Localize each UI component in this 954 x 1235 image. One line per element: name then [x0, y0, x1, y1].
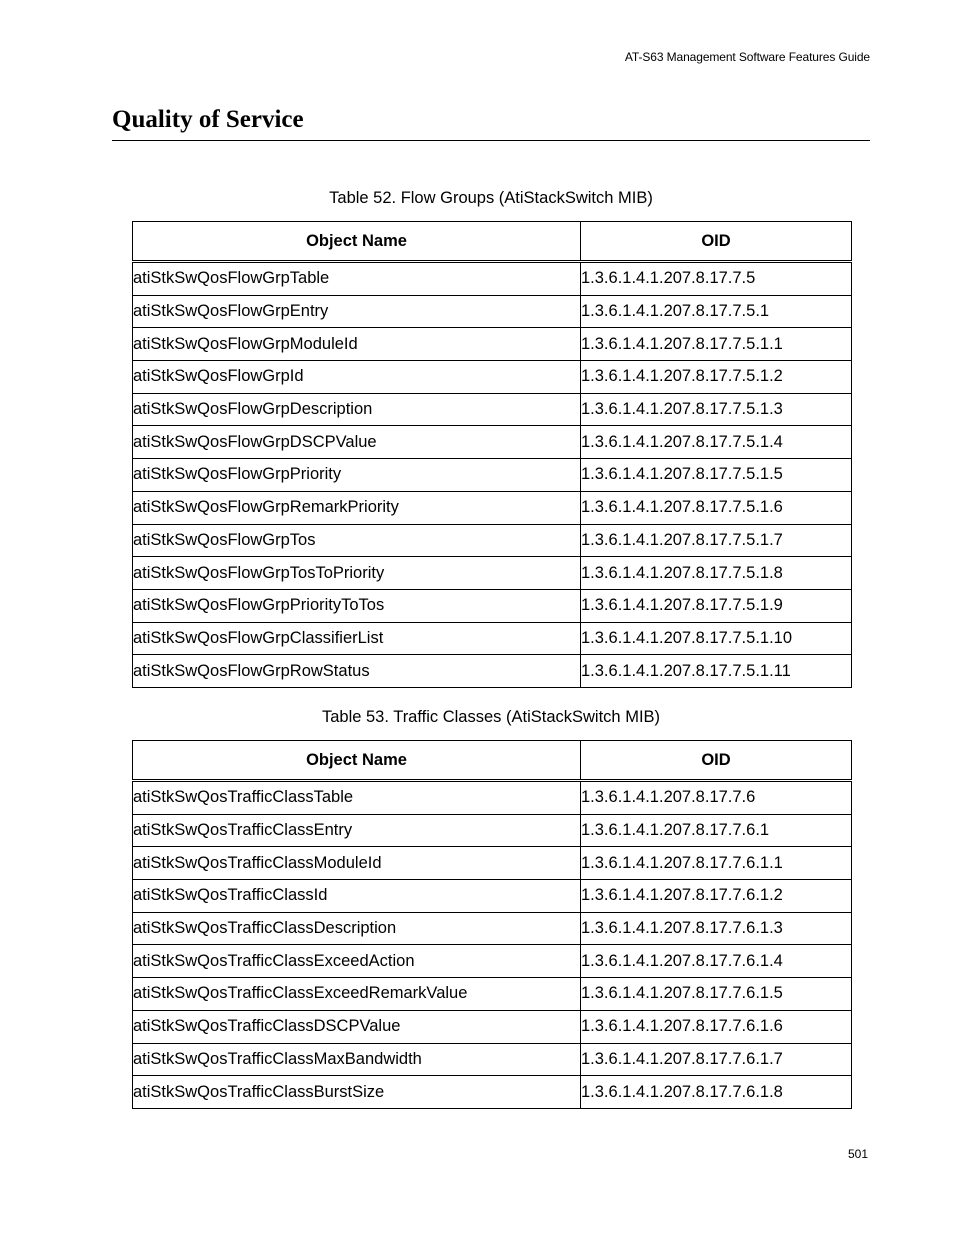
- table-row: [133, 328, 852, 361]
- oid-cell: 1.3.6.1.4.1.207.8.17.7.5.1.4: [581, 426, 852, 459]
- object-name-cell: atiStkSwQosFlowGrpId: [133, 361, 581, 394]
- object-name-cell: atiStkSwQosFlowGrpRowStatus: [133, 655, 581, 688]
- table-row: [133, 1010, 852, 1043]
- object-name-cell: atiStkSwQosTrafficClassDescription: [133, 912, 581, 945]
- title-rule: [112, 140, 870, 141]
- table-row: [133, 781, 852, 815]
- object-name-cell: atiStkSwQosTrafficClassExceedRemarkValue: [133, 978, 581, 1011]
- object-name-cell: atiStkSwQosTrafficClassTable: [133, 781, 581, 815]
- table-row: [133, 361, 852, 394]
- object-name-cell: atiStkSwQosFlowGrpClassifierList: [133, 622, 581, 655]
- running-header: AT-S63 Management Software Features Guide: [624, 50, 870, 64]
- oid-cell: 1.3.6.1.4.1.207.8.17.7.5.1.2: [581, 361, 852, 394]
- column-header-object-name: Object Name: [133, 222, 581, 262]
- table-row: [133, 524, 852, 557]
- oid-cell: 1.3.6.1.4.1.207.8.17.7.5.1.8: [581, 557, 852, 590]
- oid-cell: 1.3.6.1.4.1.207.8.17.7.6.1.6: [581, 1010, 852, 1043]
- table-row: [133, 978, 852, 1011]
- oid-cell: 1.3.6.1.4.1.207.8.17.7.6.1.1: [581, 847, 852, 880]
- object-name-cell: atiStkSwQosTrafficClassId: [133, 880, 581, 913]
- object-name-cell: atiStkSwQosFlowGrpEntry: [133, 295, 581, 328]
- table-row: [133, 426, 852, 459]
- traffic-classes-table: [132, 740, 852, 1109]
- object-name-cell: atiStkSwQosFlowGrpTable: [133, 262, 581, 296]
- table-row: [133, 1043, 852, 1076]
- oid-cell: 1.3.6.1.4.1.207.8.17.7.6.1.8: [581, 1076, 852, 1109]
- oid-cell: 1.3.6.1.4.1.207.8.17.7.6.1: [581, 814, 852, 847]
- oid-cell: 1.3.6.1.4.1.207.8.17.7.5.1.10: [581, 622, 852, 655]
- table-row: [133, 589, 852, 622]
- oid-cell: 1.3.6.1.4.1.207.8.17.7.5.1.6: [581, 491, 852, 524]
- oid-cell: 1.3.6.1.4.1.207.8.17.7.6.1.7: [581, 1043, 852, 1076]
- oid-cell: 1.3.6.1.4.1.207.8.17.7.5.1.3: [581, 393, 852, 426]
- oid-cell: 1.3.6.1.4.1.207.8.17.7.5.1.7: [581, 524, 852, 557]
- column-header-object-name: Object Name: [133, 741, 581, 781]
- object-name-cell: atiStkSwQosFlowGrpDescription: [133, 393, 581, 426]
- object-name-cell: atiStkSwQosTrafficClassModuleId: [133, 847, 581, 880]
- object-name-cell: atiStkSwQosFlowGrpTos: [133, 524, 581, 557]
- object-name-cell: atiStkSwQosTrafficClassDSCPValue: [133, 1010, 581, 1043]
- table-row: [133, 393, 852, 426]
- oid-cell: 1.3.6.1.4.1.207.8.17.7.6.1.5: [581, 978, 852, 1011]
- table-row: [133, 491, 852, 524]
- table-row: [133, 262, 852, 296]
- object-name-cell: atiStkSwQosTrafficClassBurstSize: [133, 1076, 581, 1109]
- table-row: [133, 295, 852, 328]
- table-header-row: [133, 741, 852, 781]
- table-row: [133, 1076, 852, 1109]
- oid-cell: 1.3.6.1.4.1.207.8.17.7.5.1.11: [581, 655, 852, 688]
- column-header-oid: OID: [581, 222, 852, 262]
- table-row: [133, 655, 852, 688]
- object-name-cell: atiStkSwQosFlowGrpModuleId: [133, 328, 581, 361]
- table-row: [133, 847, 852, 880]
- object-name-cell: atiStkSwQosTrafficClassMaxBandwidth: [133, 1043, 581, 1076]
- oid-cell: 1.3.6.1.4.1.207.8.17.7.6.1.4: [581, 945, 852, 978]
- object-name-cell: atiStkSwQosTrafficClassEntry: [133, 814, 581, 847]
- object-name-cell: atiStkSwQosFlowGrpDSCPValue: [133, 426, 581, 459]
- column-header-oid: OID: [581, 741, 852, 781]
- oid-cell: 1.3.6.1.4.1.207.8.17.7.5.1: [581, 295, 852, 328]
- object-name-cell: atiStkSwQosFlowGrpTosToPriority: [133, 557, 581, 590]
- object-name-cell: atiStkSwQosTrafficClassExceedAction: [133, 945, 581, 978]
- oid-cell: 1.3.6.1.4.1.207.8.17.7.5.1.5: [581, 459, 852, 492]
- object-name-cell: atiStkSwQosFlowGrpPriority: [133, 459, 581, 492]
- table-row: [133, 622, 852, 655]
- oid-cell: 1.3.6.1.4.1.207.8.17.7.5: [581, 262, 852, 296]
- table-52-caption: Table 52. Flow Groups (AtiStackSwitch MIB): [329, 189, 653, 207]
- table-row: [133, 459, 852, 492]
- flow-groups-table: [132, 221, 852, 688]
- page-number: 501: [847, 1147, 868, 1161]
- table-row: [133, 814, 852, 847]
- table-row: [133, 557, 852, 590]
- table-row: [133, 912, 852, 945]
- oid-cell: 1.3.6.1.4.1.207.8.17.7.6.1.2: [581, 880, 852, 913]
- section-title: Quality of Service: [112, 106, 304, 133]
- oid-cell: 1.3.6.1.4.1.207.8.17.7.5.1.1: [581, 328, 852, 361]
- oid-cell: 1.3.6.1.4.1.207.8.17.7.6: [581, 781, 852, 815]
- table-row: [133, 880, 852, 913]
- table-row: [133, 945, 852, 978]
- table-53-caption: Table 53. Traffic Classes (AtiStackSwitch MIB): [321, 708, 661, 726]
- object-name-cell: atiStkSwQosFlowGrpRemarkPriority: [133, 491, 581, 524]
- table-header-row: [133, 222, 852, 262]
- oid-cell: 1.3.6.1.4.1.207.8.17.7.6.1.3: [581, 912, 852, 945]
- oid-cell: 1.3.6.1.4.1.207.8.17.7.5.1.9: [581, 589, 852, 622]
- object-name-cell: atiStkSwQosFlowGrpPriorityToTos: [133, 589, 581, 622]
